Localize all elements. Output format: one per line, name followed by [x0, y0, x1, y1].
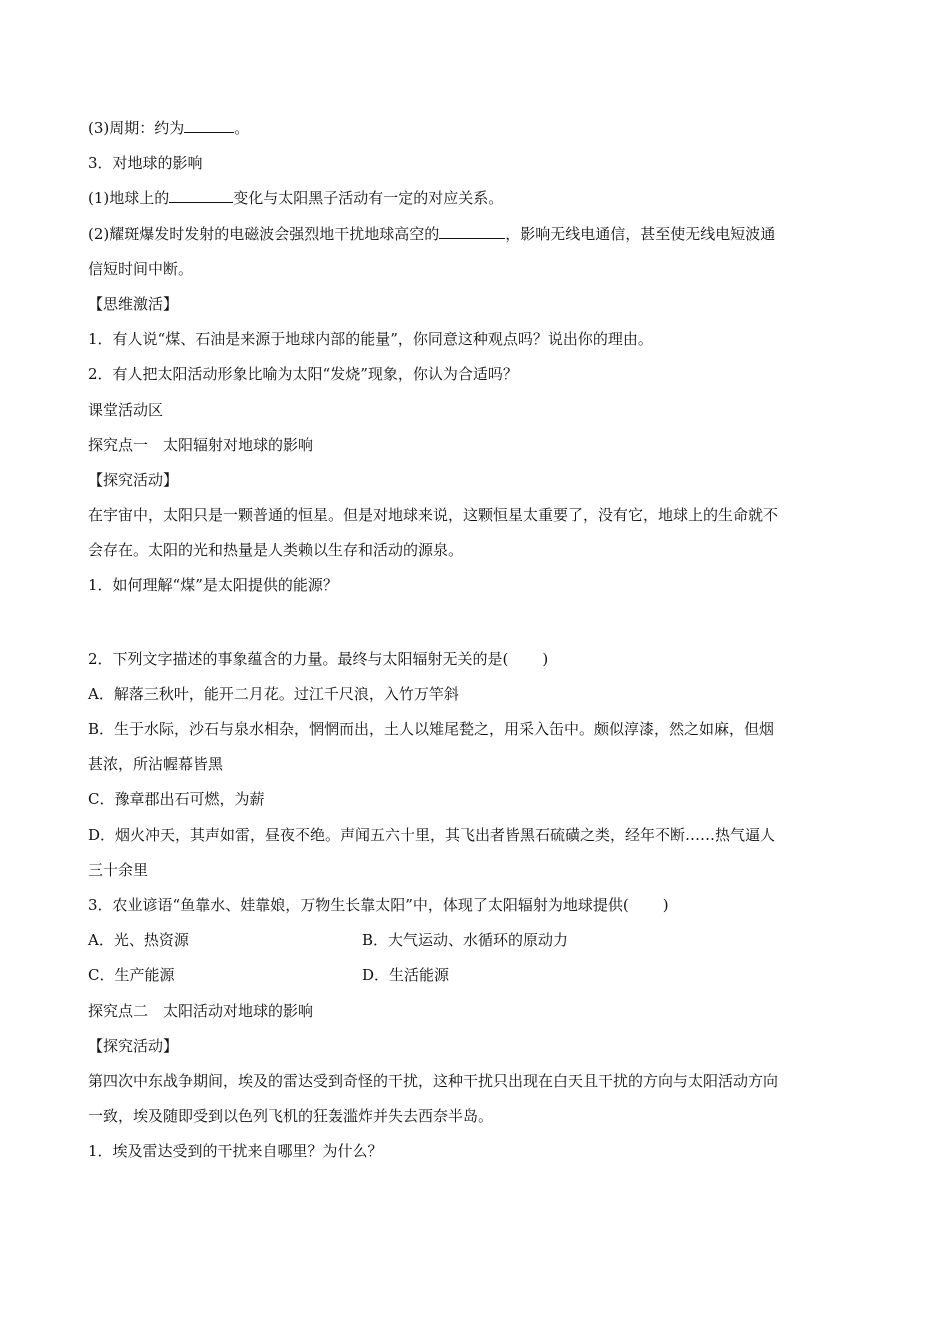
point1-q2 — [88, 647, 863, 671]
point2-q1: 1．埃及雷达受到的干扰来自哪里？为什么？ — [88, 1142, 383, 1161]
point1-intro-line1: 在宇宙中，太阳只是一颗普通的恒星。但是对地球来说，这颗恒星太重要了，没有它，地球上的生命就不 — [88, 506, 779, 525]
point1-q2-option-c: C．豫章郡出石可燃，为薪 — [88, 790, 265, 809]
impact-item-2-cont: 信短时间中断。 — [88, 259, 194, 278]
impact-item-2-suffix: ，影响无线电通信，甚至使无线电短波通 — [505, 224, 776, 243]
impact-item-1-prefix: (1)地球上的 — [88, 189, 170, 208]
thinking-title: 【思维激活】 — [88, 294, 179, 313]
point1-q3 — [88, 893, 863, 917]
point1-q2-option-b-line1: B．生于水际，沙石与泉水相杂，惘惘而出，土人以雉尾甃之，用采入缶中。颇似淳漆，然之如麻，但烟 — [88, 720, 775, 738]
point1-q3-options-row-2 — [88, 963, 863, 987]
period-blank[interactable] — [184, 117, 234, 133]
point1-q2-option-b-line2: 甚浓，所沾幄幕皆黑 — [88, 755, 224, 774]
thinking-q2: 2．有人把太阳活动形象比喻为太阳“发烧”现象，你认为合适吗？ — [88, 365, 518, 384]
thinking-q1: 1．有人说“煤、石油是来源于地球内部的能量”，你同意这种观点吗？说出你的理由。 — [88, 330, 653, 349]
impact-heading: 3．对地球的影响 — [88, 154, 203, 173]
point2-intro-line1: 第四次中东战争期间，埃及的雷达受到奇怪的干扰，这种干扰只出现在白天且干扰的方向与太阳活动方向 — [88, 1071, 779, 1090]
point1-intro-line2: 会存在。太阳的光和热量是人类赖以生存和活动的源泉。 — [88, 541, 464, 560]
impact-item-2-prefix: (2)耀斑爆发时发射的电磁波会强烈地干扰地球高空的 — [88, 224, 440, 243]
point2-intro-line2: 一致，埃及随即受到以色列飞机的狂轰滥炸并失去西奈半岛。 — [88, 1107, 494, 1126]
point1-q3-suffix: ) — [662, 895, 669, 914]
period-suffix: 。 — [234, 119, 250, 137]
impact-item-1-blank[interactable] — [169, 187, 233, 203]
point2-activity-title: 【探究活动】 — [88, 1036, 179, 1055]
point1-activity-title: 【探究活动】 — [88, 470, 179, 489]
point1-q3-prefix: 3．农业谚语“鱼靠水、娃靠娘，万物生长靠太阳”中，体现了太阳辐射为地球提供( — [88, 895, 629, 914]
class-area-title: 课堂活动区 — [88, 400, 164, 419]
point1-q2-prefix: 2．下列文字描述的事象蕴含的力量。最终与太阳辐射无关的是( — [88, 649, 509, 668]
point1-q3-option-d: D．生活能源 — [362, 966, 450, 985]
document-page — [88, 116, 863, 1174]
answer-space — [88, 609, 863, 647]
period-line — [88, 116, 863, 140]
period-prefix: (3)周期：约为 — [88, 119, 185, 137]
point1-q2-suffix: ) — [542, 649, 549, 668]
point1-q3-options-row-1 — [88, 928, 863, 952]
point2-title: 探究点二 太阳活动对地球的影响 — [88, 1001, 314, 1020]
point1-q2-option-d-line1: D．烟火冲天，其声如雷，昼夜不绝。声闻五六十里，其飞出者皆黑石硫磺之类，经年不断……热气逼人 — [88, 825, 776, 844]
point1-title: 探究点一 太阳辐射对地球的影响 — [88, 435, 314, 454]
point1-q2-option-a: A．解落三秋叶，能开二月花。过江千尺浪，入竹万竿斜 — [88, 684, 459, 703]
impact-item-2 — [88, 222, 863, 246]
point1-q3-option-c: C．生产能源 — [88, 966, 175, 985]
impact-item-2-blank[interactable] — [439, 223, 505, 239]
point1-q1: 1．如何理解“煤”是太阳提供的能源？ — [88, 576, 338, 595]
point1-q3-option-a: A．光、热资源 — [88, 931, 189, 950]
impact-item-1 — [88, 186, 863, 210]
impact-item-1-suffix: 变化与太阳黑子活动有一定的对应关系。 — [233, 189, 504, 208]
point1-q2-option-d-line2: 三十余里 — [88, 860, 149, 879]
point1-q3-option-b: B．大气运动、水循环的原动力 — [362, 931, 569, 950]
